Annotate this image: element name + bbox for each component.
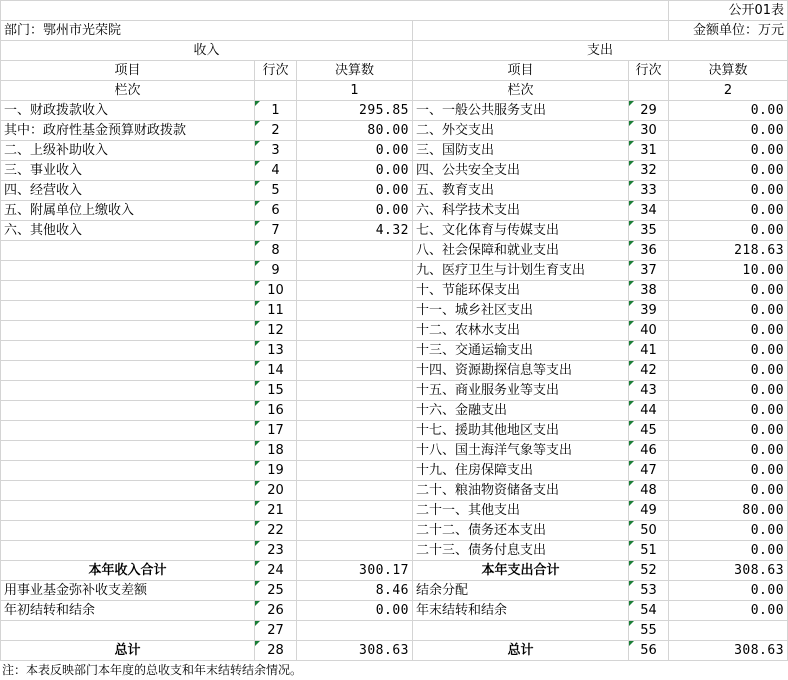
footnote[interactable]: 注：本表反映部门本年度的总收支和年末结转结余情况。 (2, 663, 303, 677)
expense-item-cell[interactable]: 十一、城乡社区支出 (413, 301, 629, 321)
income-item-header[interactable]: 项目 (1, 61, 255, 81)
expense-item-cell[interactable]: 五、教育支出 (413, 181, 629, 201)
income-item-cell[interactable]: 五、附属单位上缴收入 (1, 201, 255, 221)
expense-amount-cell[interactable]: 0.00 (669, 141, 788, 161)
income-item-cell[interactable] (1, 541, 255, 561)
income-amount-cell[interactable] (297, 401, 413, 421)
expense-item-cell[interactable]: 二、外交支出 (413, 121, 629, 141)
income-row-no-cell[interactable]: 25 (255, 581, 297, 601)
income-row-no-cell[interactable]: 27 (255, 621, 297, 641)
expense-amount-cell[interactable]: 0.00 (669, 281, 788, 301)
expense-item-cell[interactable]: 年末结转和结余 (413, 601, 629, 621)
expense-amount-cell[interactable]: 0.00 (669, 381, 788, 401)
income-amount-cell[interactable]: 308.63 (297, 641, 413, 661)
expense-row-no-cell[interactable]: 43 (629, 381, 669, 401)
income-amount-cell[interactable]: 0.00 (297, 601, 413, 621)
expense-item-cell[interactable]: 十五、商业服务业等支出 (413, 381, 629, 401)
expense-amount-cell[interactable]: 0.00 (669, 301, 788, 321)
table-row (1, 101, 788, 121)
income-row-no-cell[interactable]: 17 (255, 421, 297, 441)
expense-item-cell[interactable] (413, 621, 629, 641)
income-item-cell[interactable]: 六、其他收入 (1, 221, 255, 241)
expense-column-number[interactable]: 2 (669, 81, 788, 101)
expense-row-no-cell[interactable]: 38 (629, 281, 669, 301)
income-amount-cell[interactable]: 0.00 (297, 181, 413, 201)
income-amount-cell[interactable]: 295.85 (297, 101, 413, 121)
income-amount-cell[interactable] (297, 321, 413, 341)
income-row-no-header[interactable]: 行次 (255, 61, 297, 81)
expense-row-no-cell[interactable]: 34 (629, 201, 669, 221)
expense-item-cell[interactable]: 八、社会保障和就业支出 (413, 241, 629, 261)
income-item-cell[interactable]: 一、财政拨款收入 (1, 101, 255, 121)
expense-item-cell[interactable]: 三、国防支出 (413, 141, 629, 161)
table-row (1, 261, 788, 281)
income-amount-cell[interactable] (297, 301, 413, 321)
expense-row-no-cell[interactable]: 47 (629, 461, 669, 481)
income-item-cell[interactable] (1, 621, 255, 641)
table-row (1, 321, 788, 341)
expense-row-no-cell[interactable]: 32 (629, 161, 669, 181)
expense-amount-cell[interactable]: 0.00 (669, 601, 788, 621)
expense-amount-cell[interactable]: 218.63 (669, 241, 788, 261)
expense-item-cell[interactable]: 十六、金融支出 (413, 401, 629, 421)
expense-amount-cell[interactable]: 0.00 (669, 341, 788, 361)
expense-row-no-cell[interactable]: 49 (629, 501, 669, 521)
income-amount-cell[interactable] (297, 441, 413, 461)
expense-row-no-cell[interactable]: 35 (629, 221, 669, 241)
income-row-no-cell[interactable]: 15 (255, 381, 297, 401)
expense-row-no-cell[interactable]: 48 (629, 481, 669, 501)
income-row-no-cell[interactable]: 1 (255, 101, 297, 121)
expense-item-cell[interactable]: 十三、交通运输支出 (413, 341, 629, 361)
expense-section-header[interactable]: 支出 (413, 41, 788, 61)
income-row-no-cell[interactable]: 2 (255, 121, 297, 141)
income-row-no-cell[interactable]: 12 (255, 321, 297, 341)
expense-amount-cell[interactable]: 0.00 (669, 201, 788, 221)
income-row-no-cell[interactable]: 3 (255, 141, 297, 161)
expense-item-cell[interactable]: 二十一、其他支出 (413, 501, 629, 521)
income-item-cell[interactable]: 其中：政府性基金预算财政拨款 (1, 121, 255, 141)
expense-amount-cell[interactable]: 0.00 (669, 181, 788, 201)
income-item-cell[interactable] (1, 321, 255, 341)
form-code[interactable]: 公开01表 (669, 1, 788, 21)
income-item-cell[interactable] (1, 401, 255, 421)
income-item-cell[interactable] (1, 521, 255, 541)
expense-row-no-cell[interactable]: 53 (629, 581, 669, 601)
expense-item-cell[interactable]: 九、医疗卫生与计划生育支出 (413, 261, 629, 281)
income-amount-cell[interactable]: 0.00 (297, 161, 413, 181)
income-amount-cell[interactable]: 0.00 (297, 201, 413, 221)
expense-amount-cell[interactable]: 308.63 (669, 561, 788, 581)
table-row (1, 641, 788, 661)
income-row-no-cell[interactable]: 16 (255, 401, 297, 421)
expense-amount-cell[interactable]: 0.00 (669, 581, 788, 601)
income-row-no-cell[interactable]: 19 (255, 461, 297, 481)
table-row (1, 301, 788, 321)
expense-amount-cell[interactable]: 0.00 (669, 441, 788, 461)
income-row-no-cell[interactable]: 13 (255, 341, 297, 361)
income-row-no-cell[interactable]: 20 (255, 481, 297, 501)
table-row (1, 521, 788, 541)
expense-row-no-cell[interactable]: 41 (629, 341, 669, 361)
expense-amount-cell[interactable]: 10.00 (669, 261, 788, 281)
expense-row-no-header[interactable]: 行次 (629, 61, 669, 81)
income-amount-cell[interactable] (297, 421, 413, 441)
table-row (1, 281, 788, 301)
income-amount-cell[interactable] (297, 341, 413, 361)
income-row-no-cell[interactable]: 9 (255, 261, 297, 281)
expense-item-cell[interactable]: 六、科学技术支出 (413, 201, 629, 221)
income-row-no-cell[interactable]: 22 (255, 521, 297, 541)
income-item-cell[interactable] (1, 501, 255, 521)
income-row-no-cell[interactable]: 7 (255, 221, 297, 241)
expense-row-no-cell[interactable]: 30 (629, 121, 669, 141)
income-item-cell[interactable] (1, 481, 255, 501)
expense-row-no-cell[interactable]: 46 (629, 441, 669, 461)
income-lanci-label[interactable]: 栏次 (1, 81, 255, 101)
income-amount-cell[interactable]: 4.32 (297, 221, 413, 241)
expense-item-cell[interactable]: 二十、粮油物资储备支出 (413, 481, 629, 501)
department-row (1, 21, 788, 41)
table-row (1, 501, 788, 521)
income-amount-cell[interactable] (297, 621, 413, 641)
income-row-no-cell[interactable]: 21 (255, 501, 297, 521)
income-amount-cell[interactable] (297, 361, 413, 381)
table-row (1, 561, 788, 581)
expense-item-cell[interactable]: 四、公共安全支出 (413, 161, 629, 181)
expense-amount-header[interactable]: 决算数 (669, 61, 788, 81)
expense-item-cell[interactable]: 本年支出合计 (413, 561, 629, 581)
income-item-cell[interactable] (1, 281, 255, 301)
income-item-cell[interactable] (1, 341, 255, 361)
income-amount-cell[interactable]: 300.17 (297, 561, 413, 581)
expense-item-cell[interactable]: 总计 (413, 641, 629, 661)
expense-amount-cell[interactable]: 0.00 (669, 161, 788, 181)
table-row (1, 161, 788, 181)
expense-amount-cell[interactable] (669, 621, 788, 641)
table-row (1, 401, 788, 421)
income-row-no-cell[interactable]: 23 (255, 541, 297, 561)
expense-row-no-cell[interactable]: 33 (629, 181, 669, 201)
income-item-cell[interactable] (1, 381, 255, 401)
table-row (1, 461, 788, 481)
expense-item-header[interactable]: 项目 (413, 61, 629, 81)
expense-item-cell[interactable]: 二十三、债务付息支出 (413, 541, 629, 561)
income-section-header[interactable]: 收入 (1, 41, 413, 61)
expense-amount-cell[interactable]: 0.00 (669, 321, 788, 341)
expense-row-no-cell[interactable]: 54 (629, 601, 669, 621)
expense-row-no-cell[interactable]: 42 (629, 361, 669, 381)
income-item-cell[interactable]: 用事业基金弥补收支差额 (1, 581, 255, 601)
lanci-row (1, 81, 788, 101)
table-row (1, 601, 788, 621)
income-amount-cell[interactable] (297, 501, 413, 521)
expense-amount-cell[interactable]: 0.00 (669, 521, 788, 541)
income-amount-cell[interactable] (297, 261, 413, 281)
table-row (1, 121, 788, 141)
income-column-number[interactable]: 1 (297, 81, 413, 101)
income-item-cell[interactable] (1, 301, 255, 321)
expense-amount-cell[interactable]: 0.00 (669, 421, 788, 441)
table-row (1, 421, 788, 441)
department-label[interactable]: 部门：鄂州市光荣院 (1, 21, 413, 41)
table-row (1, 241, 788, 261)
income-item-cell[interactable]: 年初结转和结余 (1, 601, 255, 621)
column-header-row (1, 61, 788, 81)
expense-row-no-cell[interactable]: 56 (629, 641, 669, 661)
income-amount-cell[interactable]: 0.00 (297, 141, 413, 161)
income-amount-cell[interactable] (297, 281, 413, 301)
income-row-no-cell[interactable]: 18 (255, 441, 297, 461)
expense-amount-cell[interactable]: 0.00 (669, 401, 788, 421)
income-row-no-cell[interactable]: 10 (255, 281, 297, 301)
expense-item-cell[interactable]: 结余分配 (413, 581, 629, 601)
expense-row-no-cell[interactable]: 50 (629, 521, 669, 541)
table-row (1, 141, 788, 161)
income-amount-cell[interactable]: 8.46 (297, 581, 413, 601)
expense-amount-cell[interactable]: 0.00 (669, 221, 788, 241)
income-amount-cell[interactable] (297, 241, 413, 261)
income-row-no-cell[interactable]: 28 (255, 641, 297, 661)
income-item-cell[interactable] (1, 261, 255, 281)
expense-row-no-cell[interactable]: 45 (629, 421, 669, 441)
income-amount-cell[interactable] (297, 461, 413, 481)
table-row (1, 341, 788, 361)
table-row (1, 221, 788, 241)
expense-item-cell[interactable]: 七、文化体育与传媒支出 (413, 221, 629, 241)
table-row (1, 441, 788, 461)
income-amount-cell[interactable] (297, 381, 413, 401)
expense-item-cell[interactable]: 十四、资源勘探信息等支出 (413, 361, 629, 381)
table-row (1, 201, 788, 221)
expense-amount-cell[interactable]: 308.63 (669, 641, 788, 661)
expense-amount-cell[interactable]: 80.00 (669, 501, 788, 521)
income-row-no-cell[interactable]: 26 (255, 601, 297, 621)
expense-row-no-cell[interactable]: 29 (629, 101, 669, 121)
income-row-no-cell[interactable]: 8 (255, 241, 297, 261)
income-item-cell[interactable] (1, 421, 255, 441)
expense-row-no-cell[interactable]: 55 (629, 621, 669, 641)
table-row (1, 541, 788, 561)
expense-row-no-cell[interactable]: 44 (629, 401, 669, 421)
expense-row-no-cell[interactable]: 51 (629, 541, 669, 561)
income-item-cell[interactable] (1, 361, 255, 381)
expense-item-cell[interactable]: 十八、国土海洋气象等支出 (413, 441, 629, 461)
section-header-row (1, 41, 788, 61)
income-amount-header[interactable]: 决算数 (297, 61, 413, 81)
expense-amount-cell[interactable]: 0.00 (669, 361, 788, 381)
table-row (1, 181, 788, 201)
expense-item-cell[interactable]: 十九、住房保障支出 (413, 461, 629, 481)
form-code-row (1, 1, 788, 21)
expense-item-cell[interactable]: 十、节能环保支出 (413, 281, 629, 301)
income-row-no-cell[interactable]: 6 (255, 201, 297, 221)
income-item-cell[interactable]: 本年收入合计 (1, 561, 255, 581)
income-amount-cell[interactable]: 80.00 (297, 121, 413, 141)
income-item-cell[interactable] (1, 241, 255, 261)
expense-row-no-cell[interactable]: 31 (629, 141, 669, 161)
expense-item-cell[interactable]: 二十二、债务还本支出 (413, 521, 629, 541)
expense-row-no-cell[interactable]: 37 (629, 261, 669, 281)
income-row-no-cell[interactable]: 5 (255, 181, 297, 201)
income-item-cell[interactable]: 总计 (1, 641, 255, 661)
income-amount-cell[interactable] (297, 521, 413, 541)
income-item-cell[interactable]: 三、事业收入 (1, 161, 255, 181)
expense-row-no-cell[interactable]: 39 (629, 301, 669, 321)
income-item-cell[interactable] (1, 461, 255, 481)
expense-item-cell[interactable]: 十七、援助其他地区支出 (413, 421, 629, 441)
income-amount-cell[interactable] (297, 541, 413, 561)
table-row (1, 361, 788, 381)
income-amount-cell[interactable] (297, 481, 413, 501)
expense-item-cell[interactable]: 一、一般公共服务支出 (413, 101, 629, 121)
expense-row-no-cell[interactable]: 40 (629, 321, 669, 341)
expense-amount-cell[interactable]: 0.00 (669, 541, 788, 561)
expense-amount-cell[interactable]: 0.00 (669, 121, 788, 141)
table-row (1, 481, 788, 501)
income-row-no-cell[interactable]: 24 (255, 561, 297, 581)
income-item-cell[interactable] (1, 441, 255, 461)
expense-row-no-cell[interactable]: 36 (629, 241, 669, 261)
income-item-cell[interactable]: 二、上级补助收入 (1, 141, 255, 161)
income-row-no-cell[interactable]: 4 (255, 161, 297, 181)
expense-item-cell[interactable]: 十二、农林水支出 (413, 321, 629, 341)
expense-amount-cell[interactable]: 0.00 (669, 481, 788, 501)
income-row-no-cell[interactable]: 14 (255, 361, 297, 381)
expense-amount-cell[interactable]: 0.00 (669, 101, 788, 121)
expense-lanci-label[interactable]: 栏次 (413, 81, 629, 101)
expense-row-no-cell[interactable]: 52 (629, 561, 669, 581)
table-row (1, 381, 788, 401)
unit-label[interactable]: 金额单位：万元 (669, 21, 788, 41)
table-row (1, 581, 788, 601)
income-item-cell[interactable]: 四、经营收入 (1, 181, 255, 201)
expense-amount-cell[interactable]: 0.00 (669, 461, 788, 481)
table-row (1, 621, 788, 641)
income-row-no-cell[interactable]: 11 (255, 301, 297, 321)
